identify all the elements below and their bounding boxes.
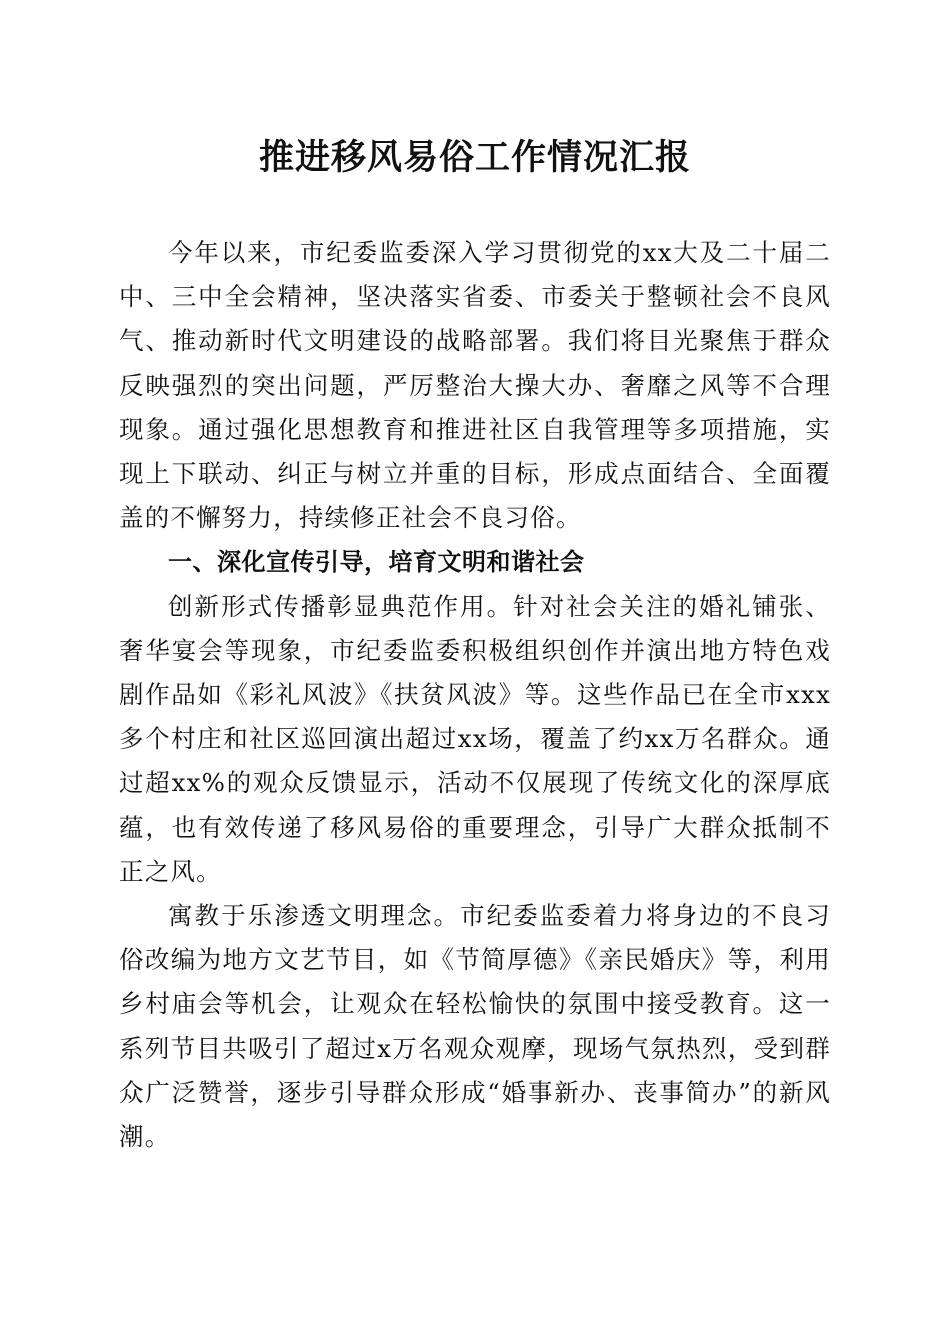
- section-heading-1: 一、深化宣传引导，培育文明和谐社会: [168, 548, 585, 577]
- intro-paragraph: 今年以来，市纪委监委深入学习贯彻党的xx大及二十届二中、三中全会精神，坚决落实省委、市委关于整顿社会不良风气、推动新时代文明建设的战略部署。我们将目光聚焦于群众反映强烈的突出问题，严厉整治大操大办、奢靡之风等不合理现象。通过强化思想教育和推进社区自我管理等多项措施，实现上下联动、纠正与树立并重的目标，形成点面结合、全面覆盖的不懈努力，持续修正社会不良习俗。: [119, 238, 831, 533]
- section1-paragraph-2: 寓教于乐渗透文明理念。市纪委监委着力将身边的不良习俗改编为地方文艺节目，如《节简厚德》《亲民婚庆》等，利用乡村庙会等机会，让观众在轻松愉快的氛围中接受教育。这一系列节目共吸引了超过x万名观众观摩，现场气氛热烈，受到群众广泛赞誉，逐步引导群众形成“婚事新办、丧事简办”的新风潮。: [119, 901, 831, 1152]
- section1-paragraph-1: 创新形式传播彰显典范作用。针对社会关注的婚礼铺张、奢华宴会等现象，市纪委监委积极组织创作并演出地方特色戏剧作品如《彩礼风波》《扶贫风波》等。这些作品已在全市xxx多个村庄和社区巡回演出超过xx场，覆盖了约xx万名群众。通过超xx%的观众反馈显示，活动不仅展现了传统文化的深厚底蕴，也有效传递了移风易俗的重要理念，引导广大群众抵制不正之风。: [119, 591, 831, 886]
- document-title: 推进移风易俗工作情况汇报: [258, 137, 691, 178]
- document-body: [119, 231, 831, 1159]
